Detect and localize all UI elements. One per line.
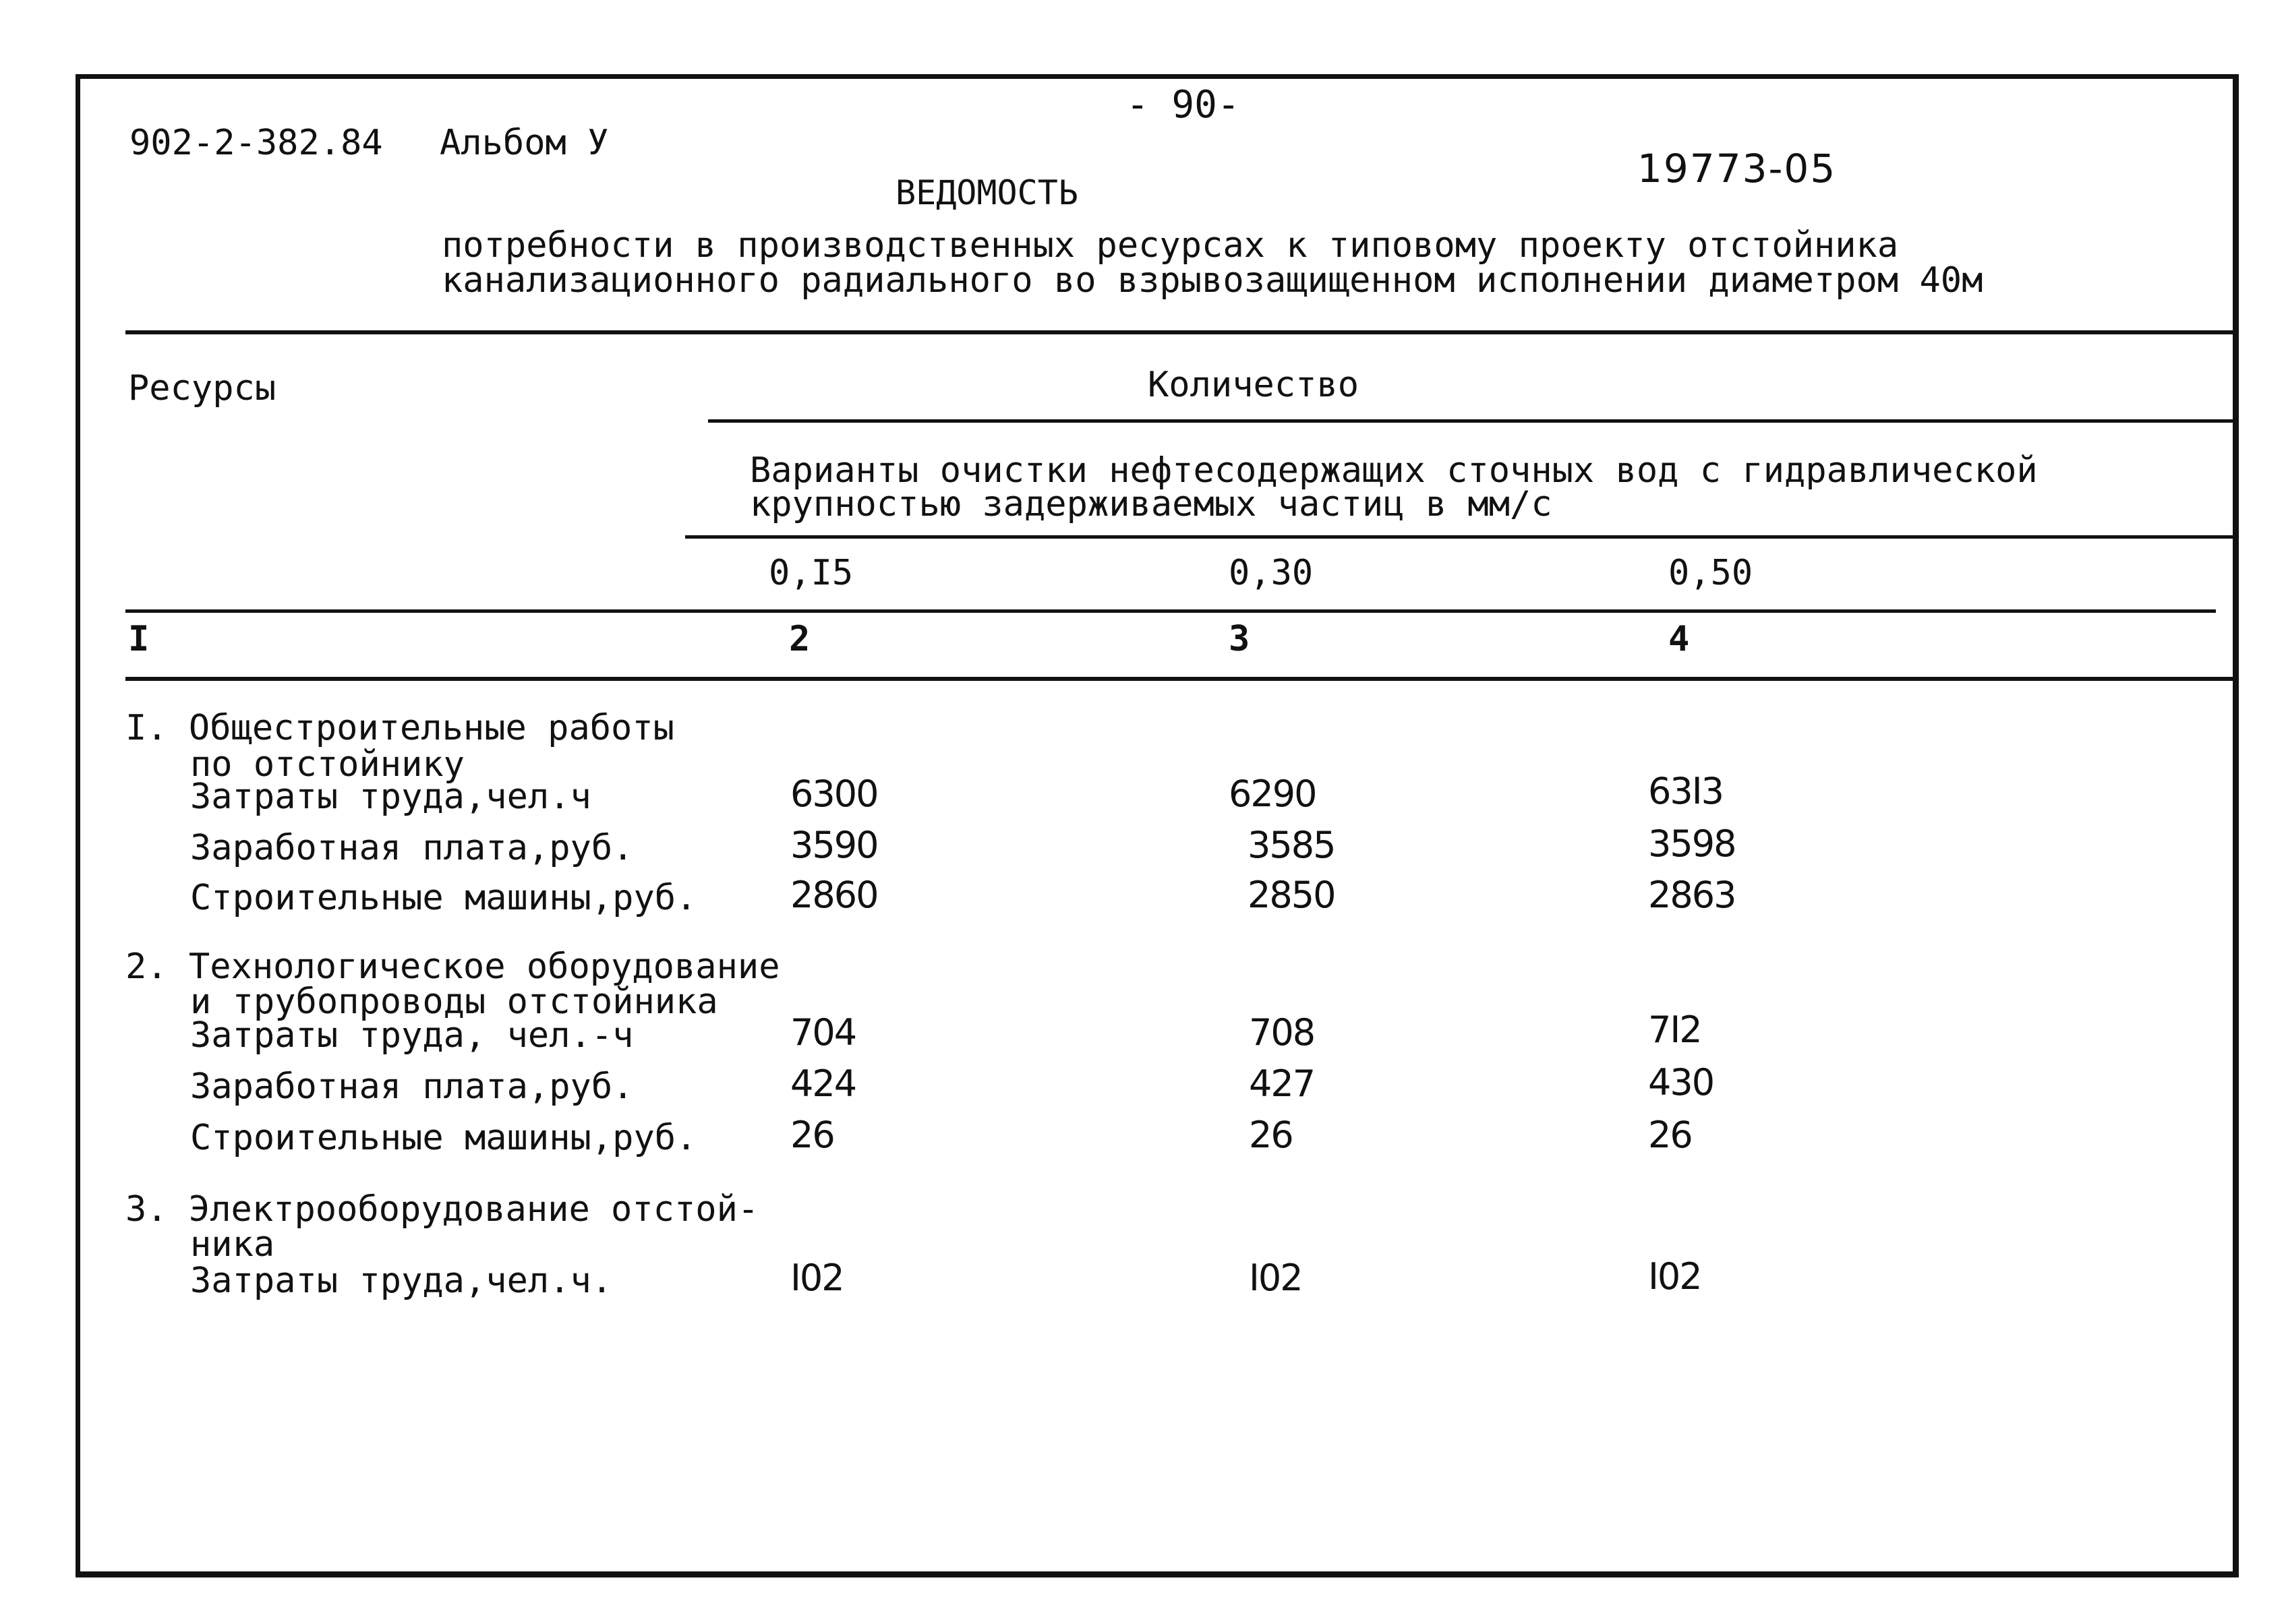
table-cell: 2863 <box>1648 874 1736 916</box>
table-cell: 7I2 <box>1648 1009 1701 1051</box>
row-label: Заработная плата,руб. <box>190 1066 634 1107</box>
row-label: Затраты труда,чел.ч. <box>190 1261 613 1301</box>
table-cell: 3598 <box>1648 822 1736 865</box>
document-subtitle-line2: канализационного радиального во взрывозащищенном исполнении диаметром 40м <box>442 260 1983 301</box>
section-title-continuation: ника <box>190 1224 275 1265</box>
variant-value: 0,30 <box>1229 553 1314 593</box>
document-title: ВЕДОМОСТЬ <box>896 173 1078 212</box>
section-title: 2. Технологическое оборудование <box>125 946 780 987</box>
row-label: Строительные машины,руб. <box>190 878 697 918</box>
variants-description-line2: крупностью задерживаемых частиц в мм/с <box>750 484 1552 524</box>
column-header-resources: Ресурсы <box>128 368 276 409</box>
table-cell: 26 <box>1648 1114 1692 1156</box>
table-cell: 3590 <box>790 824 878 866</box>
table-cell: I02 <box>790 1257 844 1299</box>
table-cell: 708 <box>1249 1011 1315 1054</box>
document-code: 902-2-382.84 <box>129 123 383 163</box>
table-cell: 6300 <box>790 773 878 815</box>
row-label: Заработная плата,руб. <box>190 828 634 868</box>
page-number: - 90- <box>1126 83 1240 127</box>
table-top-rule <box>125 330 2233 334</box>
table-cell: 26 <box>1249 1114 1293 1156</box>
column-numbers-rule <box>125 677 2233 681</box>
section-title: I. Общестроительные работы <box>125 708 674 748</box>
album-label: Альбом У <box>440 123 609 163</box>
variants-description-line1: Варианты очистки нефтесодержащих сточных вод с гидравлической <box>750 450 2038 491</box>
table-cell: 430 <box>1648 1061 1714 1104</box>
variant-value: 0,I5 <box>769 553 854 593</box>
variant-value: 0,50 <box>1668 553 1753 593</box>
table-cell: I02 <box>1249 1257 1302 1299</box>
table-cell: 427 <box>1249 1062 1315 1105</box>
table-cell: 704 <box>790 1011 856 1054</box>
column-number: I <box>128 619 150 659</box>
column-number: 2 <box>789 619 811 659</box>
table-cell: 2860 <box>790 874 878 916</box>
inventory-stamp: 19773-05 <box>1637 146 1837 191</box>
quantity-header-rule <box>708 419 2233 423</box>
section-title: 3. Электрооборудование отстой- <box>125 1189 759 1230</box>
table-cell: 6290 <box>1229 773 1316 815</box>
table-cell: 3585 <box>1248 824 1335 866</box>
header-bottom-rule <box>125 609 2216 613</box>
table-cell: 2850 <box>1248 874 1335 916</box>
table-cell: 63I3 <box>1648 770 1723 812</box>
table-cell: I02 <box>1648 1255 1701 1298</box>
section-title-continuation: и трубопроводы отстойника <box>190 982 718 1022</box>
row-label: Строительные машины,руб. <box>190 1118 697 1158</box>
table-cell: 424 <box>790 1062 856 1105</box>
table-cell: 26 <box>790 1114 834 1156</box>
document-subtitle-line1: потребности в производственных ресурсах к типовому проекту отстойника <box>442 225 1899 266</box>
variants-header-rule <box>685 535 2233 539</box>
section-title-continuation: по отстойнику <box>190 744 465 785</box>
column-number: 3 <box>1229 619 1250 659</box>
column-header-quantity: Количество <box>1148 365 1359 405</box>
row-label: Затраты труда,чел.ч <box>190 777 591 817</box>
row-label: Затраты труда, чел.-ч <box>190 1015 634 1056</box>
column-number: 4 <box>1668 619 1690 659</box>
